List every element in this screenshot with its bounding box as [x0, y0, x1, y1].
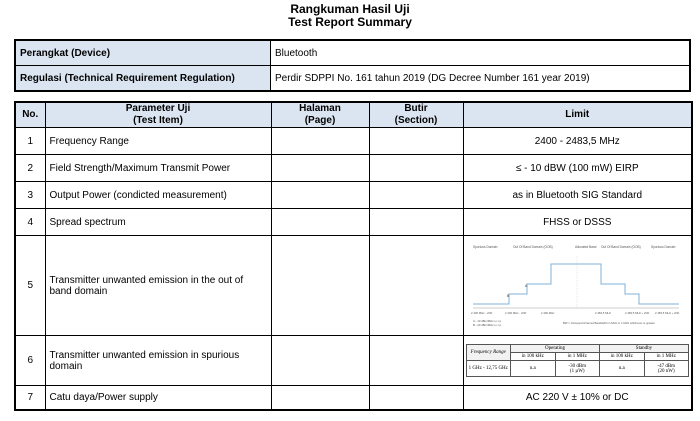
row-section — [369, 182, 463, 209]
spurious-header-operating: Operating — [511, 345, 600, 353]
mask-label: Spurious Domain — [651, 245, 676, 249]
table-row — [15, 182, 692, 209]
test-items-table — [14, 101, 693, 411]
report-title: Rangkuman Hasil Uji — [290, 2, 410, 16]
row-item: Spread spectrum — [45, 209, 271, 236]
info-table — [14, 39, 691, 92]
table-row — [15, 128, 692, 155]
table-row — [15, 386, 692, 410]
mask-note: B: -20 dBm/MHz e.i.r.p. — [473, 323, 503, 327]
row-item: Output Power (condicted measurement) — [45, 182, 271, 209]
mask-marker: B — [507, 294, 510, 298]
row-section — [369, 336, 463, 386]
row-limit: AC 220 V ± 10% or DC — [463, 386, 692, 410]
table-row — [15, 336, 692, 386]
spurious-op-1m: -30 dBm (1 µW) — [555, 361, 600, 377]
row-page — [271, 128, 369, 155]
mask-label: Out Of Band Domain (OOB) — [513, 245, 553, 249]
spurious-bw: in 100 kHz — [600, 353, 645, 361]
row-item: Transmitter unwanted emission in the out of band domain — [45, 236, 271, 336]
device-value: Bluetooth — [271, 40, 691, 66]
mask-label: Spurious Domain — [473, 245, 498, 249]
table-row — [15, 155, 692, 182]
row-page — [271, 236, 369, 336]
spurious-sb-100k: n.a — [600, 361, 645, 377]
row-limit-oob-mask — [463, 236, 692, 336]
row-limit-spurious — [463, 336, 692, 386]
row-limit: ≤ - 10 dBW (100 mW) EIRP — [463, 155, 692, 182]
mask-tick: 2 483,5 MHz + 2NF — [655, 311, 680, 315]
row-section — [369, 155, 463, 182]
row-no: 3 — [15, 182, 45, 209]
mask-tick: 2 400 MHz - 2NF — [471, 311, 493, 315]
regulation-row — [15, 66, 690, 92]
table-row — [15, 236, 692, 336]
regulation-value: Perdir SDPPI No. 161 tahun 2019 (DG Decree Number 161 year 2019) — [271, 66, 691, 92]
col-header-limit: Limit — [463, 102, 692, 128]
row-section — [369, 209, 463, 236]
device-row — [15, 40, 690, 66]
col-header-param: Parameter Uji (Test Item) — [45, 102, 271, 128]
row-section — [369, 128, 463, 155]
mask-note: A: -10 dBm/MHz e.i.r.p. — [473, 319, 503, 323]
col-header-no: No. — [15, 102, 45, 128]
row-no: 4 — [15, 209, 45, 236]
row-no: 6 — [15, 336, 45, 386]
mask-tick: 2 483,5 MHz — [595, 311, 612, 315]
spurious-bw: in 100 kHz — [511, 353, 556, 361]
row-page — [271, 155, 369, 182]
report-subtitle: Test Report Summary — [288, 15, 412, 29]
row-item: Field Strength/Maximum Transmit Power — [45, 155, 271, 182]
mask-label: Allocated Band — [575, 245, 597, 249]
row-no: 7 — [15, 386, 45, 410]
regulation-label: Regulasi (Technical Requirement Regulation) — [15, 66, 271, 92]
row-limit: FHSS or DSSS — [463, 209, 692, 236]
mask-marker: A — [525, 284, 528, 288]
device-label: Perangkat (Device) — [15, 40, 271, 66]
row-section — [369, 386, 463, 410]
oob-emission-mask-figure — [467, 238, 687, 330]
row-section — [369, 236, 463, 336]
row-page — [271, 182, 369, 209]
row-page — [271, 209, 369, 236]
row-no: 1 — [15, 128, 45, 155]
spurious-op-100k: n.a — [511, 361, 556, 377]
header-row — [15, 102, 692, 128]
spurious-header-freq: Frequency Range — [466, 345, 511, 361]
mask-note: BW = Occupied Channel Bandwidth in MHz or 1 MHz whichever is greater — [563, 321, 656, 325]
mask-tick: 2 483,5 MHz + 2NF — [625, 311, 650, 315]
row-page — [271, 386, 369, 410]
spurious-sb-1m: -47 dBm (20 nW) — [644, 361, 689, 377]
mask-tick: 2 400 MHz - 2NF — [505, 311, 527, 315]
spurious-header-standby: Standby — [600, 345, 689, 353]
row-limit: as in Bluetooth SIG Standard — [463, 182, 692, 209]
spurious-bw: in 1 MHz — [644, 353, 689, 361]
row-item: Frequency Range — [45, 128, 271, 155]
table-row — [15, 209, 692, 236]
row-no: 2 — [15, 155, 45, 182]
row-limit: 2400 - 2483,5 MHz — [463, 128, 692, 155]
spurious-bw: in 1 MHz — [555, 353, 600, 361]
row-page — [271, 336, 369, 386]
row-item: Transmitter unwanted emission in spurious domain — [45, 336, 271, 386]
spurious-limit-table — [466, 344, 690, 377]
mask-tick: 2 400 MHz — [541, 311, 555, 315]
col-header-page: Halaman (Page) — [271, 102, 369, 128]
col-header-section: Butir (Section) — [369, 102, 463, 128]
mask-line — [473, 264, 679, 304]
row-item: Catu daya/Power supply — [45, 386, 271, 410]
spurious-range: 1 GHz - 12,75 GHz — [466, 361, 511, 377]
row-no: 5 — [15, 236, 45, 336]
mask-label: Out Of Band Domain (OOB) — [601, 245, 641, 249]
